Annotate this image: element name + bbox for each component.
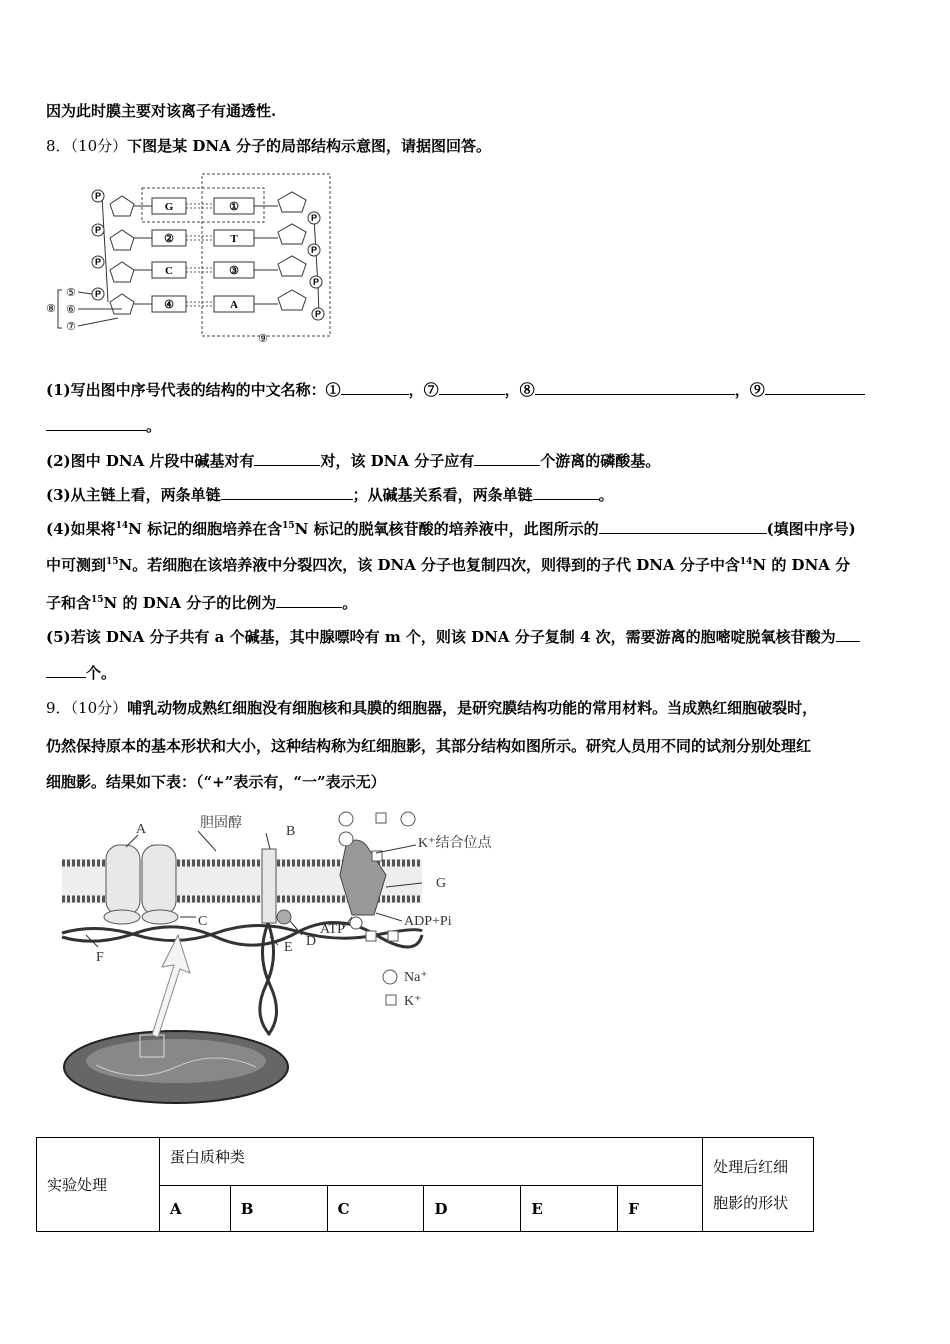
answer-blank-7[interactable] (439, 379, 505, 395)
svg-text:③: ③ (229, 265, 239, 277)
svg-text:D: D (306, 934, 317, 949)
answer-blank-cytosine-cont[interactable] (46, 662, 86, 678)
answer-blank-8[interactable] (535, 379, 735, 395)
header-treatment: 实验处理 (37, 1138, 160, 1232)
svg-text:E: E (284, 940, 293, 955)
protein-col-d: D (424, 1186, 521, 1232)
experiment-table (36, 1137, 814, 1232)
q8-sub3: (3)从主链上看，两条单链 ；从碱基关系看，两条单链 。 (46, 486, 614, 504)
svg-text:P: P (314, 309, 322, 319)
svg-text:ATP: ATP (320, 922, 345, 937)
svg-text:P: P (94, 225, 102, 235)
protein-col-c: C (327, 1186, 424, 1232)
svg-text:P: P (94, 257, 102, 267)
answer-blank-9[interactable] (765, 379, 865, 395)
q8-heading: 8．（10分）下图是某 DNA 分子的局部结构示意图，请据图回答。 (46, 137, 491, 155)
svg-text:G: G (164, 201, 174, 213)
svg-text:T: T (230, 233, 238, 245)
q8-sub4-line1: (4)如果将$^{14}$N 标记的细胞培养在含$^{15}$N 标记的脱氧核苷酸的培养液中，此图所示的 (填图中序号) (46, 520, 856, 538)
right-nucleotides (278, 192, 324, 320)
dna-structure-figure (44, 170, 344, 345)
protein-col-b: B (230, 1186, 327, 1232)
protein-col-f: F (618, 1186, 703, 1232)
q9-line1: 9．（10分）哺乳动物成熟红细胞没有细胞核和具膜的细胞器，是研究膜结构功能的常用材料。当成熟红细胞破裂时， (46, 699, 818, 717)
svg-text:P: P (310, 213, 318, 223)
q8-sub5: (5)若该 DNA 分子共有 a 个碱基，其中腺嘌呤有 m 个，则该 DNA 分子复制 4 次，需要游离的胞嘧啶脱氧核苷酸为 (46, 626, 860, 647)
svg-text:①: ① (229, 201, 239, 213)
svg-text:⑨: ⑨ (258, 332, 268, 345)
svg-text:A: A (136, 822, 147, 837)
answer-blank-bases[interactable] (533, 484, 599, 500)
answer-blank-label[interactable] (599, 518, 767, 534)
answer-blank-1[interactable] (341, 379, 409, 395)
q8-sub5-cont: 个。 (46, 662, 116, 683)
svg-text:C: C (165, 265, 173, 277)
svg-text:C: C (198, 914, 208, 929)
svg-text:P: P (94, 191, 102, 201)
answer-blank-pairs[interactable] (254, 450, 320, 466)
answer-blank-cytosine[interactable] (836, 626, 860, 642)
q9-line2: 仍然保持原本的基本形状和大小，这种结构称为红细胞影，其部分结构如图所示。研究人员用不同的试剂分别处理红 (46, 737, 812, 755)
q8-sub2: (2)图中 DNA 片段中碱基对有 对，该 DNA 分子应有 个游离的磷酸基。 (46, 452, 661, 470)
svg-text:G: G (436, 876, 447, 891)
svg-text:A: A (230, 299, 238, 311)
svg-text:F: F (96, 950, 104, 965)
q8-sub1-cont: 。 (46, 415, 161, 436)
answer-blank-phosphate[interactable] (474, 450, 540, 466)
svg-text:⑦: ⑦ (66, 320, 76, 333)
red-cell-membrane-figure (56, 805, 506, 1115)
svg-text:P: P (310, 245, 318, 255)
svg-text:胆固醇: 胆固醇 (200, 816, 242, 831)
svg-text:⑧: ⑧ (46, 302, 56, 315)
svg-text:K⁺: K⁺ (404, 994, 422, 1009)
protein-b (262, 849, 276, 923)
protein-col-e: E (521, 1186, 618, 1232)
intro-text: 因为此时膜主要对该离子有通透性. (46, 102, 277, 120)
q8-sub4-line3: 子和含$^{15}$N 的 DNA 分子的比例为 。 (46, 594, 358, 612)
protein-d (277, 910, 291, 924)
answer-blank-backbone[interactable] (221, 484, 353, 500)
svg-text:⑤: ⑤ (66, 286, 76, 299)
header-protein-types: 蛋白质种类 (159, 1138, 702, 1186)
svg-text:ADP+Pi: ADP+Pi (404, 914, 452, 929)
svg-text:⑥: ⑥ (66, 303, 76, 316)
q8-sub4-line2: 中可测到$^{15}$N。若细胞在该培养液中分裂四次，该 DNA 分子也复制四次，则得到的子代 DNA 分子中含$^{14}$N 的 DNA 分 (46, 556, 851, 574)
protein-col-a: A (159, 1186, 230, 1232)
svg-text:④: ④ (164, 299, 174, 311)
svg-text:P: P (94, 289, 102, 299)
q8-sub1: (1)写出图中序号代表的结构的中文名称：① ，⑦ ，⑧ ，⑨ (46, 379, 865, 400)
answer-blank-9-cont[interactable] (46, 415, 146, 431)
svg-text:Na⁺: Na⁺ (404, 970, 428, 985)
header-shape: 处理后红细 胞影的形状 (703, 1138, 814, 1232)
q9-line3: 细胞影。结果如下表：（“+”表示有，“一”表示无） (46, 773, 386, 791)
svg-text:K⁺结合位点: K⁺结合位点 (418, 836, 492, 851)
svg-text:P: P (312, 277, 320, 287)
svg-text:B: B (286, 824, 296, 839)
red-cell-ghost (64, 1031, 288, 1103)
answer-blank-ratio[interactable] (276, 592, 342, 608)
svg-text:②: ② (164, 233, 174, 245)
